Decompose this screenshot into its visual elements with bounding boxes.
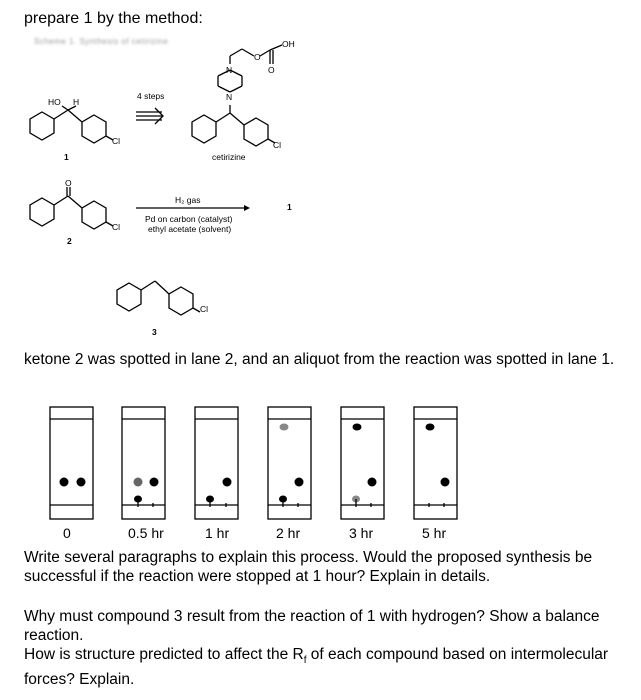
tlc-time-label: 0 — [63, 525, 71, 541]
cetirizine-oh: OH — [282, 39, 295, 49]
reagent-h2: H₂ gas — [175, 195, 201, 205]
tlc-time-label: 5 hr — [422, 525, 447, 541]
tlc-time-label: 1 hr — [205, 525, 230, 541]
question-1: Write several paragraphs to explain this process. Would the proposed synthesis be successful if the reaction were stopped at 1 hour? Explain in details. — [24, 549, 593, 585]
compound-1-label: 1 — [64, 152, 69, 162]
compound-1-structure — [30, 106, 113, 143]
reagent-solvent: ethyl acetate (solvent) — [148, 224, 232, 234]
cetirizine-structure — [192, 45, 282, 146]
four-steps-label: 4 steps — [137, 91, 165, 101]
cetirizine-n-bottom: N — [226, 92, 233, 102]
question-3 — [24, 645, 624, 689]
compound-2-o: O — [65, 178, 72, 188]
reaction-arrow — [136, 205, 250, 211]
tlc-time-label: 2 hr — [276, 525, 301, 541]
cetirizine-carbonyl-o: O — [268, 65, 275, 75]
question-3-part-b: of each compound based on intermolecular forces? Explain. — [24, 646, 609, 689]
tlc-description: ketone 2 was spotted in lane 2, and an aliquot from the reaction was spotted in lane 1. — [24, 351, 615, 368]
question-3-part-a: How is structure predicted to affect the R — [24, 646, 304, 663]
tlc-spot — [426, 424, 435, 431]
cetirizine-ether-o: O — [254, 52, 261, 62]
compound-2-cl: Cl — [112, 222, 121, 232]
tlc-plate-0 — [50, 407, 93, 519]
tlc-spot — [353, 424, 362, 431]
compound-1-cl: Cl — [112, 136, 121, 146]
compound-2-structure — [30, 187, 113, 229]
tlc-time-label: 3 hr — [349, 525, 374, 541]
rf-subscript: f — [303, 655, 307, 667]
multistep-arrow — [136, 108, 163, 124]
tlc-spot — [441, 478, 450, 487]
tlc-plate-3hr — [341, 407, 384, 519]
tlc-spot — [77, 478, 86, 487]
blurred-scheme-title: Scheme 1. Synthesis of cetirizine — [34, 37, 169, 46]
compound-1-h: H — [73, 97, 80, 107]
compound-3-structure — [117, 281, 200, 315]
compound-1-ho: HO — [48, 97, 61, 107]
product-1-label: 1 — [287, 202, 292, 212]
cetirizine-cl: Cl — [273, 140, 282, 150]
tlc-spot — [368, 478, 377, 487]
reagent-catalyst: Pd on carbon (catalyst) — [145, 214, 233, 224]
compound-2-label: 2 — [67, 236, 72, 246]
tlc-time-label: 0.5 hr — [128, 525, 164, 541]
tlc-spot — [280, 424, 289, 431]
cetirizine-name: cetirizine — [212, 152, 246, 162]
tlc-spot — [60, 478, 69, 487]
cetirizine-n-top: N — [226, 65, 233, 75]
tlc-spot — [223, 478, 232, 487]
tlc-spot — [150, 478, 159, 487]
tlc-spot — [295, 478, 304, 487]
header-text: prepare 1 by the method: — [24, 10, 203, 27]
tlc-plate-0.5hr — [122, 407, 165, 519]
tlc-spot — [134, 478, 143, 487]
compound-3-cl: Cl — [200, 304, 209, 314]
tlc-plate-1hr — [195, 407, 238, 519]
tlc-plate-5hr — [414, 407, 457, 519]
tlc-plate-2hr — [268, 407, 311, 519]
compound-3-label: 3 — [152, 327, 157, 337]
question-2: Why must compound 3 result from the reaction of 1 with hydrogen? Show a balance reaction. — [24, 608, 600, 644]
